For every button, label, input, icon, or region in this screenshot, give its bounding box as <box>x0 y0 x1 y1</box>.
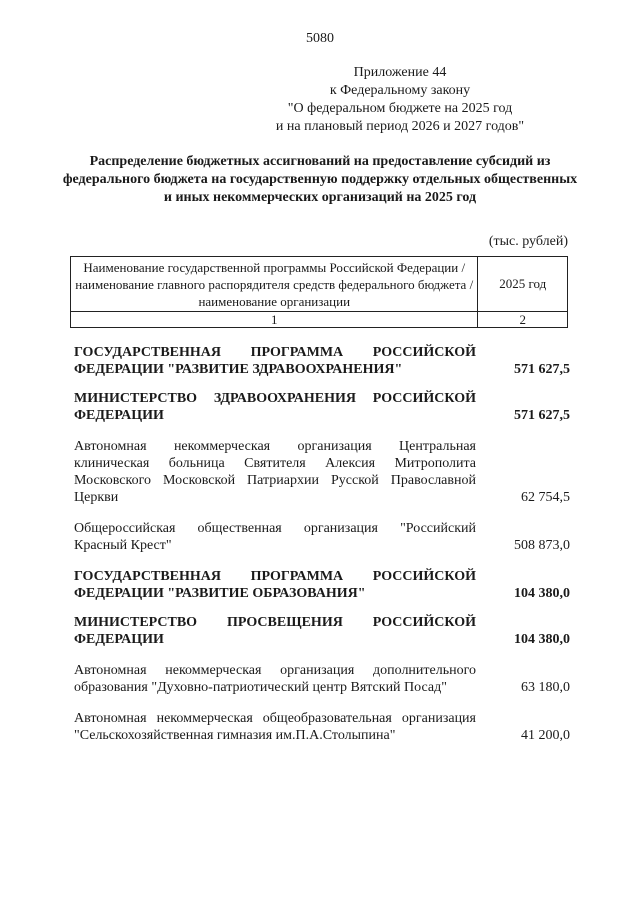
row-amount: 41 200,0 <box>521 728 570 743</box>
row-amount: 571 627,5 <box>514 362 570 377</box>
row-amount: 104 380,0 <box>514 632 570 647</box>
document-title: Распределение бюджетных ассигнований на предоставление субсидий из федерального бюджета на государственную поддержку отдельных общественных и иных некоммерческих организаций на 2025 год <box>62 154 578 205</box>
organization-row <box>74 710 570 744</box>
column-number-1: 1 <box>71 312 478 328</box>
row-amount: 62 754,5 <box>521 490 570 505</box>
organization-row <box>74 438 570 506</box>
row-name: МИНИСТЕРСТВО ПРОСВЕЩЕНИЯ РОССИЙСКОЙ ФЕДЕРАЦИИ <box>74 615 476 647</box>
organization-row <box>74 520 570 554</box>
row-name: МИНИСТЕРСТВО ЗДРАВООХРАНЕНИЯ РОССИЙСКОЙ ФЕДЕРАЦИИ <box>74 391 476 423</box>
page-number: 5080 <box>306 31 334 46</box>
organization-row <box>74 662 570 696</box>
row-amount: 571 627,5 <box>514 408 570 423</box>
appendix-line: к Федеральному закону <box>329 83 471 98</box>
column-header-year: 2025 год <box>478 257 568 312</box>
ministry-row <box>74 390 570 424</box>
row-amount: 104 380,0 <box>514 586 570 601</box>
row-name: Автономная некоммерческая организация Центральная клиническая больница Святителя Алексия Митрополита Московского Московской Патриархии Русской Православной Церкви <box>74 439 476 505</box>
column-header-name: Наименование государственной программы Российской Федерации / наименование главного распорядителя средств федерального бюджета / наименование организации <box>71 257 478 312</box>
allocation-list <box>74 344 570 758</box>
ministry-row <box>74 614 570 648</box>
appendix-header <box>250 64 550 136</box>
units-label: (тыс. рублей) <box>488 234 568 249</box>
row-name: Общероссийская общественная организация "Российский Красный Крест" <box>74 521 476 553</box>
table-header <box>70 256 568 328</box>
row-name: Автономная некоммерческая организация дополнительного образования "Духовно-патриотический центр Вятский Посад" <box>74 663 476 695</box>
program-row <box>74 344 570 378</box>
row-name: Автономная некоммерческая общеобразовательная организация "Сельскохозяйственная гимназия им.П.А.Столыпина" <box>74 711 476 743</box>
row-name: ГОСУДАРСТВЕННАЯ ПРОГРАММА РОССИЙСКОЙ ФЕДЕРАЦИИ "РАЗВИТИЕ ОБРАЗОВАНИЯ" <box>74 569 476 601</box>
program-row <box>74 568 570 602</box>
appendix-line: и на плановый период 2026 и 2027 годов" <box>275 119 525 134</box>
appendix-line: Приложение 44 <box>353 65 447 80</box>
column-number-2: 2 <box>478 312 568 328</box>
appendix-line: "О федеральном бюджете на 2025 год <box>287 101 513 116</box>
row-name: ГОСУДАРСТВЕННАЯ ПРОГРАММА РОССИЙСКОЙ ФЕДЕРАЦИИ "РАЗВИТИЕ ЗДРАВООХРАНЕНИЯ" <box>74 345 476 377</box>
row-amount: 508 873,0 <box>514 538 570 553</box>
row-amount: 63 180,0 <box>521 680 570 695</box>
